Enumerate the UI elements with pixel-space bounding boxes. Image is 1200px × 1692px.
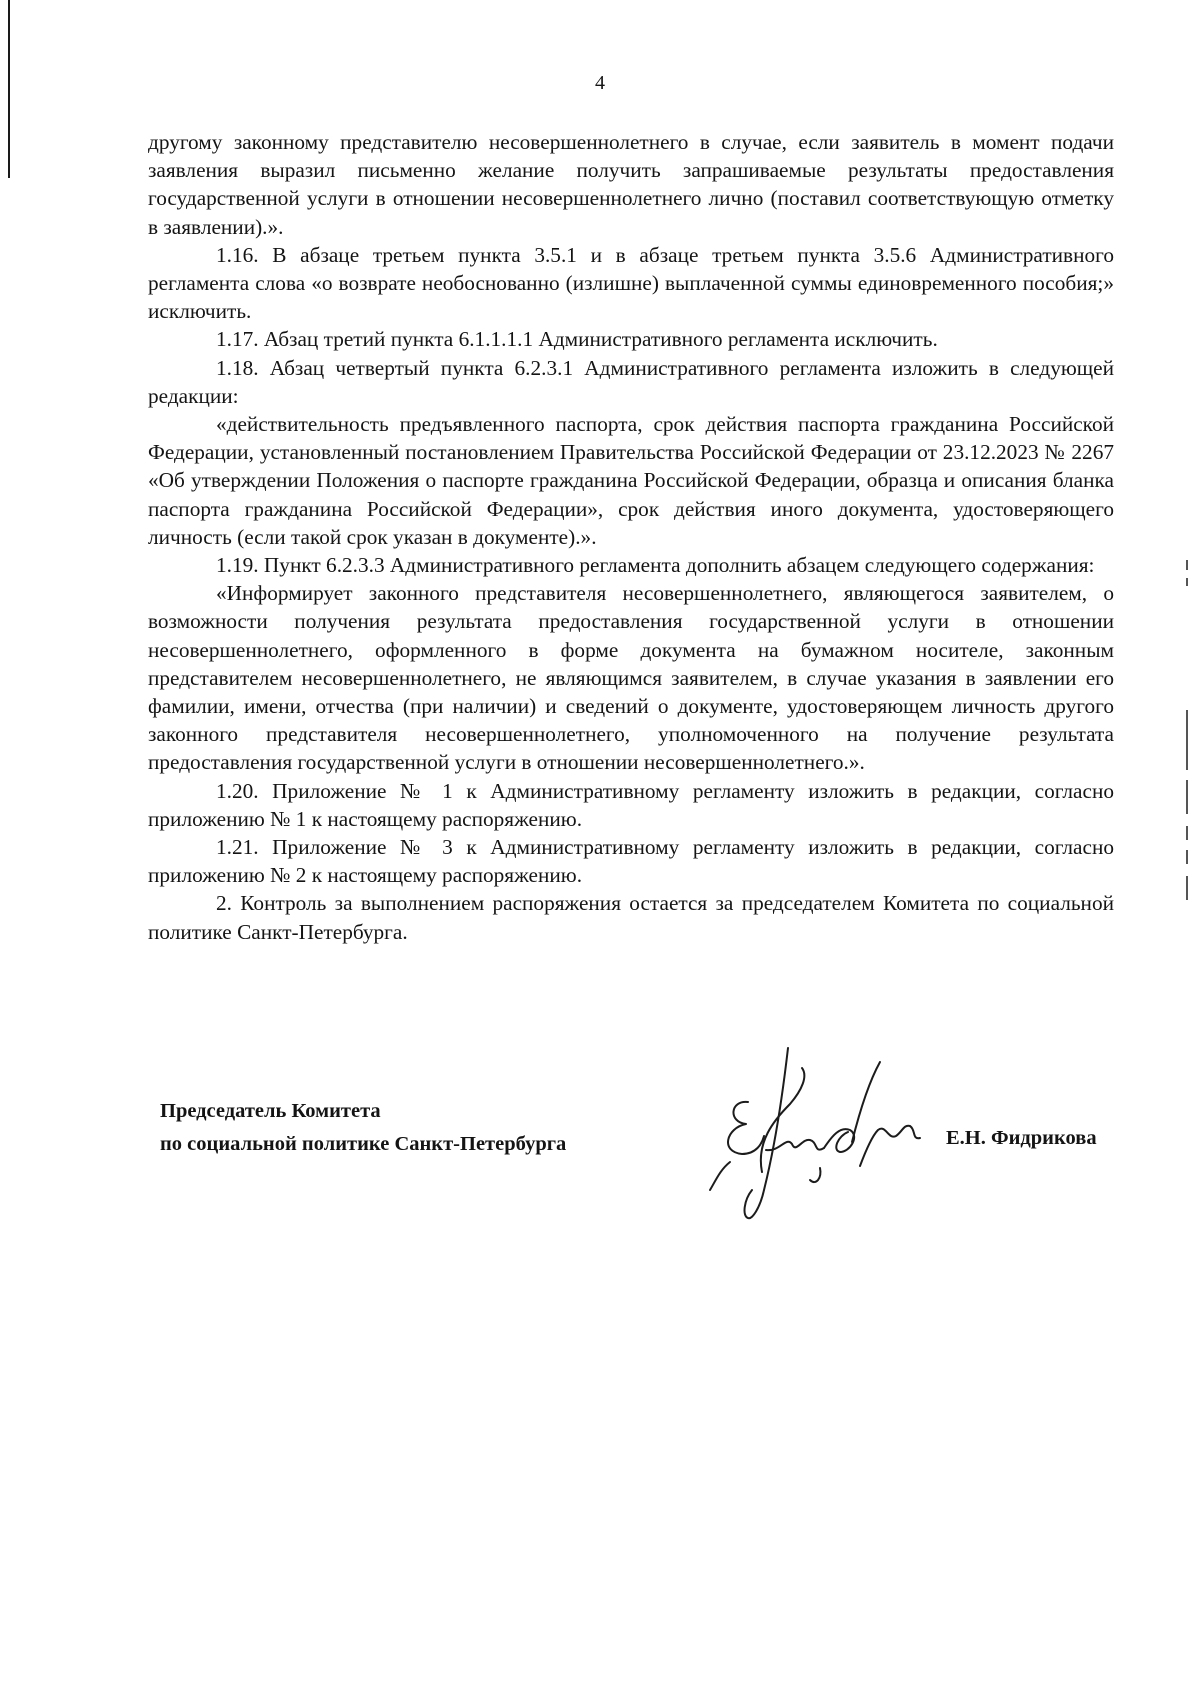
position-title: Председатель Комитета (160, 1100, 381, 1122)
scan-edge-mark (1186, 876, 1188, 900)
scan-edge-mark (1186, 710, 1188, 770)
scan-edge-mark (1186, 560, 1188, 570)
paragraph: 1.16. В абзаце третьем пункта 3.5.1 и в абзаце третьем пункта 3.5.6 Административного регламента слова «о возврате необоснованно (излишне) выплаченной суммы единовременного пособия;» исключить. (148, 242, 1114, 324)
scan-edge-mark (1186, 578, 1188, 586)
scan-edge-mark (1186, 850, 1188, 864)
handwritten-signature (690, 1040, 950, 1230)
paragraph: другому законному представителю несовершеннолетнего в случае, если заявитель в момент подачи заявления выразил письменно желание получить запрашиваемые результаты предоставления государственной услуги в отношении несовершеннолетнего лично (поставил соответствующую отметку в заявлении).». (148, 130, 1114, 239)
scan-edge-mark (1186, 826, 1188, 840)
paragraph: 1.19. Пункт 6.2.3.3 Административного регламента дополнить абзацем следующего содержания: (216, 553, 1095, 578)
signatory-name: Е.Н. Фидрикова (946, 1127, 1097, 1149)
paragraph: 1.20. Приложение № 1 к Административному регламенту изложить в редакции, согласно приложению № 1 к настоящему распоряжению. (148, 778, 1114, 831)
paragraph: «действительность предъявленного паспорта, срок действия паспорта гражданина Российской Федерации, установленный постановлением Правительства Российской Федерации от 23.12.2023 № 2267 «Об утверждении Положения о паспорте гражданина Российской Федерации, образца и описания бланка паспорта гражданина Российской Федерации», срок действия иного документа, удостоверяющего личность (если такой срок указан в документе).». (148, 412, 1114, 549)
paragraph: 1.21. Приложение № 3 к Административному регламенту изложить в редакции, согласно приложению № 2 к настоящему распоряжению. (148, 835, 1114, 888)
document-body (148, 128, 1114, 946)
signatory-position (160, 1095, 566, 1161)
paragraph: 1.17. Абзац третий пункта 6.1.1.1.1 Административного регламента исключить. (216, 327, 938, 352)
position-organization: по социальной политике Санкт-Петербурга (160, 1133, 567, 1155)
paragraph: 2. Контроль за выполнением распоряжения остается за председателем Комитета по социальной политике Санкт-Петербурга. (148, 891, 1114, 944)
paragraph: 1.18. Абзац четвертый пункта 6.2.3.1 Административного регламента изложить в следующей редакции: (148, 355, 1114, 408)
scan-edge-mark (1186, 780, 1188, 814)
page-number: 4 (595, 72, 605, 94)
paragraph: «Информирует законного представителя несовершеннолетнего, являющегося заявителем, о возможности получения результата предоставления государственной услуги в отношении несовершеннолетнего, оформленного в форме документа на бумажном носителе, законным представителем несовершеннолетнего, не являющимся заявителем, в случае указания в заявлении его фамилии, имени, отчества (при наличии) и сведений о документе, удостоверяющем личность другого законного представителя несовершеннолетнего, уполномоченного на получение результата предоставления государственной услуги в отношении несовершеннолетнего.». (148, 581, 1114, 775)
